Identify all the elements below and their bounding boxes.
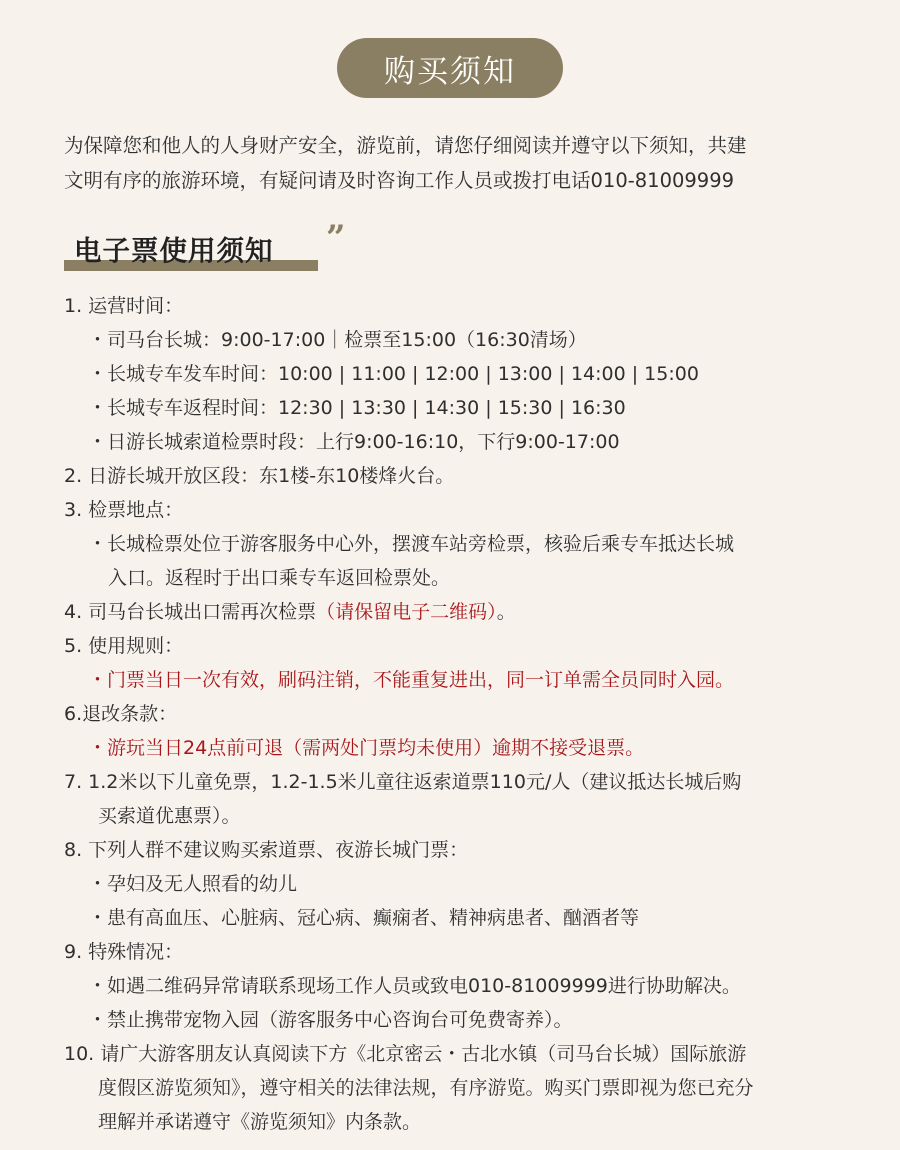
notice-subitem: ・门票当日一次有效，刷码注销，不能重复进出，同一订单需全员同时入园。 xyxy=(88,669,735,691)
notice-subitem: ・日游长城索道检票时段：上行9:00-16:10，下行9:00-17:00 xyxy=(88,431,620,453)
notice-text: 4. 司马台长城出口需再次检票 xyxy=(64,601,317,623)
quote-mark-icon: ” xyxy=(326,218,346,258)
section-title: 电子票使用须知 xyxy=(74,235,274,267)
notice-item: 9. 特殊情况： xyxy=(64,941,184,963)
notice-subitem: ・长城专车发车时间：10:00 | 11:00 | 12:00 | 13:00 | 14:00 | 15:00 xyxy=(88,363,699,385)
notice-list xyxy=(64,289,854,1139)
notice-continuation: 买索道优惠票）。 xyxy=(98,805,241,827)
intro-paragraph xyxy=(64,128,844,198)
notice-subitem: ・司马台长城：9:00-17:00｜检票至15:00（16:30清场） xyxy=(88,329,587,351)
notice-highlight: （请保留电子二维码） xyxy=(316,601,497,623)
notice-subitem: ・游玩当日24点前可退（需两处门票均未使用）逾期不接受退票。 xyxy=(88,737,645,759)
notice-subitem: ・长城专车返程时间：12:30 | 13:30 | 14:30 | 15:30 | 16:30 xyxy=(88,397,626,419)
notice-item: 10. 请广大游客朋友认真阅读下方《北京密云・古北水镇（司马台长城）国际旅游 xyxy=(64,1043,747,1065)
notice-continuation: 度假区游览须知》，遵守相关的法律法规，有序游览。购买门票即视为您已充分 xyxy=(98,1077,754,1099)
notice-subitem: ・长城检票处位于游客服务中心外，摆渡车站旁检票，核验后乘专车抵达长城 xyxy=(88,533,735,555)
notice-item: 6.退改条款： xyxy=(64,703,178,725)
page-title: 购买须知 xyxy=(384,53,516,90)
notice-item: 2. 日游长城开放区段：东1楼-东10楼烽火台。 xyxy=(64,465,455,487)
notice-item: 5. 使用规则： xyxy=(64,635,184,657)
notice-item xyxy=(64,595,854,629)
notice-subitem: ・孕妇及无人照看的幼儿 xyxy=(88,873,298,895)
intro-line: 为保障您和他人的人身财产安全，游览前，请您仔细阅读并遵守以下须知，共建 xyxy=(64,134,747,157)
notice-item: 8. 下列人群不建议购买索道票、夜游长城门票： xyxy=(64,839,469,861)
notice-item: 7. 1.2米以下儿童免票，1.2-1.5米儿童往返索道票110元/人（建议抵达长城后购 xyxy=(64,771,742,793)
notice-subitem: ・如遇二维码异常请联系现场工作人员或致电010-81009999进行协助解决。 xyxy=(88,975,741,997)
section-header xyxy=(64,218,384,276)
notice-continuation: 入口。返程时于出口乘专车返回检票处。 xyxy=(108,567,451,589)
notice-item: 3. 检票地点： xyxy=(64,499,184,521)
intro-line: 文明有序的旅游环境，有疑问请及时咨询工作人员或拨打电话010-81009999 xyxy=(64,169,735,192)
notice-continuation: 理解并承诺遵守《游览须知》内条款。 xyxy=(98,1111,422,1133)
notice-subitem: ・患有高血压、心脏病、冠心病、癫痫者、精神病患者、酗酒者等 xyxy=(88,907,640,929)
notice-item: 1. 运营时间： xyxy=(64,295,184,317)
notice-text: 。 xyxy=(496,601,516,623)
title-badge xyxy=(337,38,563,98)
notice-subitem: ・禁止携带宠物入园（游客服务中心咨询台可免费寄养）。 xyxy=(88,1009,573,1031)
